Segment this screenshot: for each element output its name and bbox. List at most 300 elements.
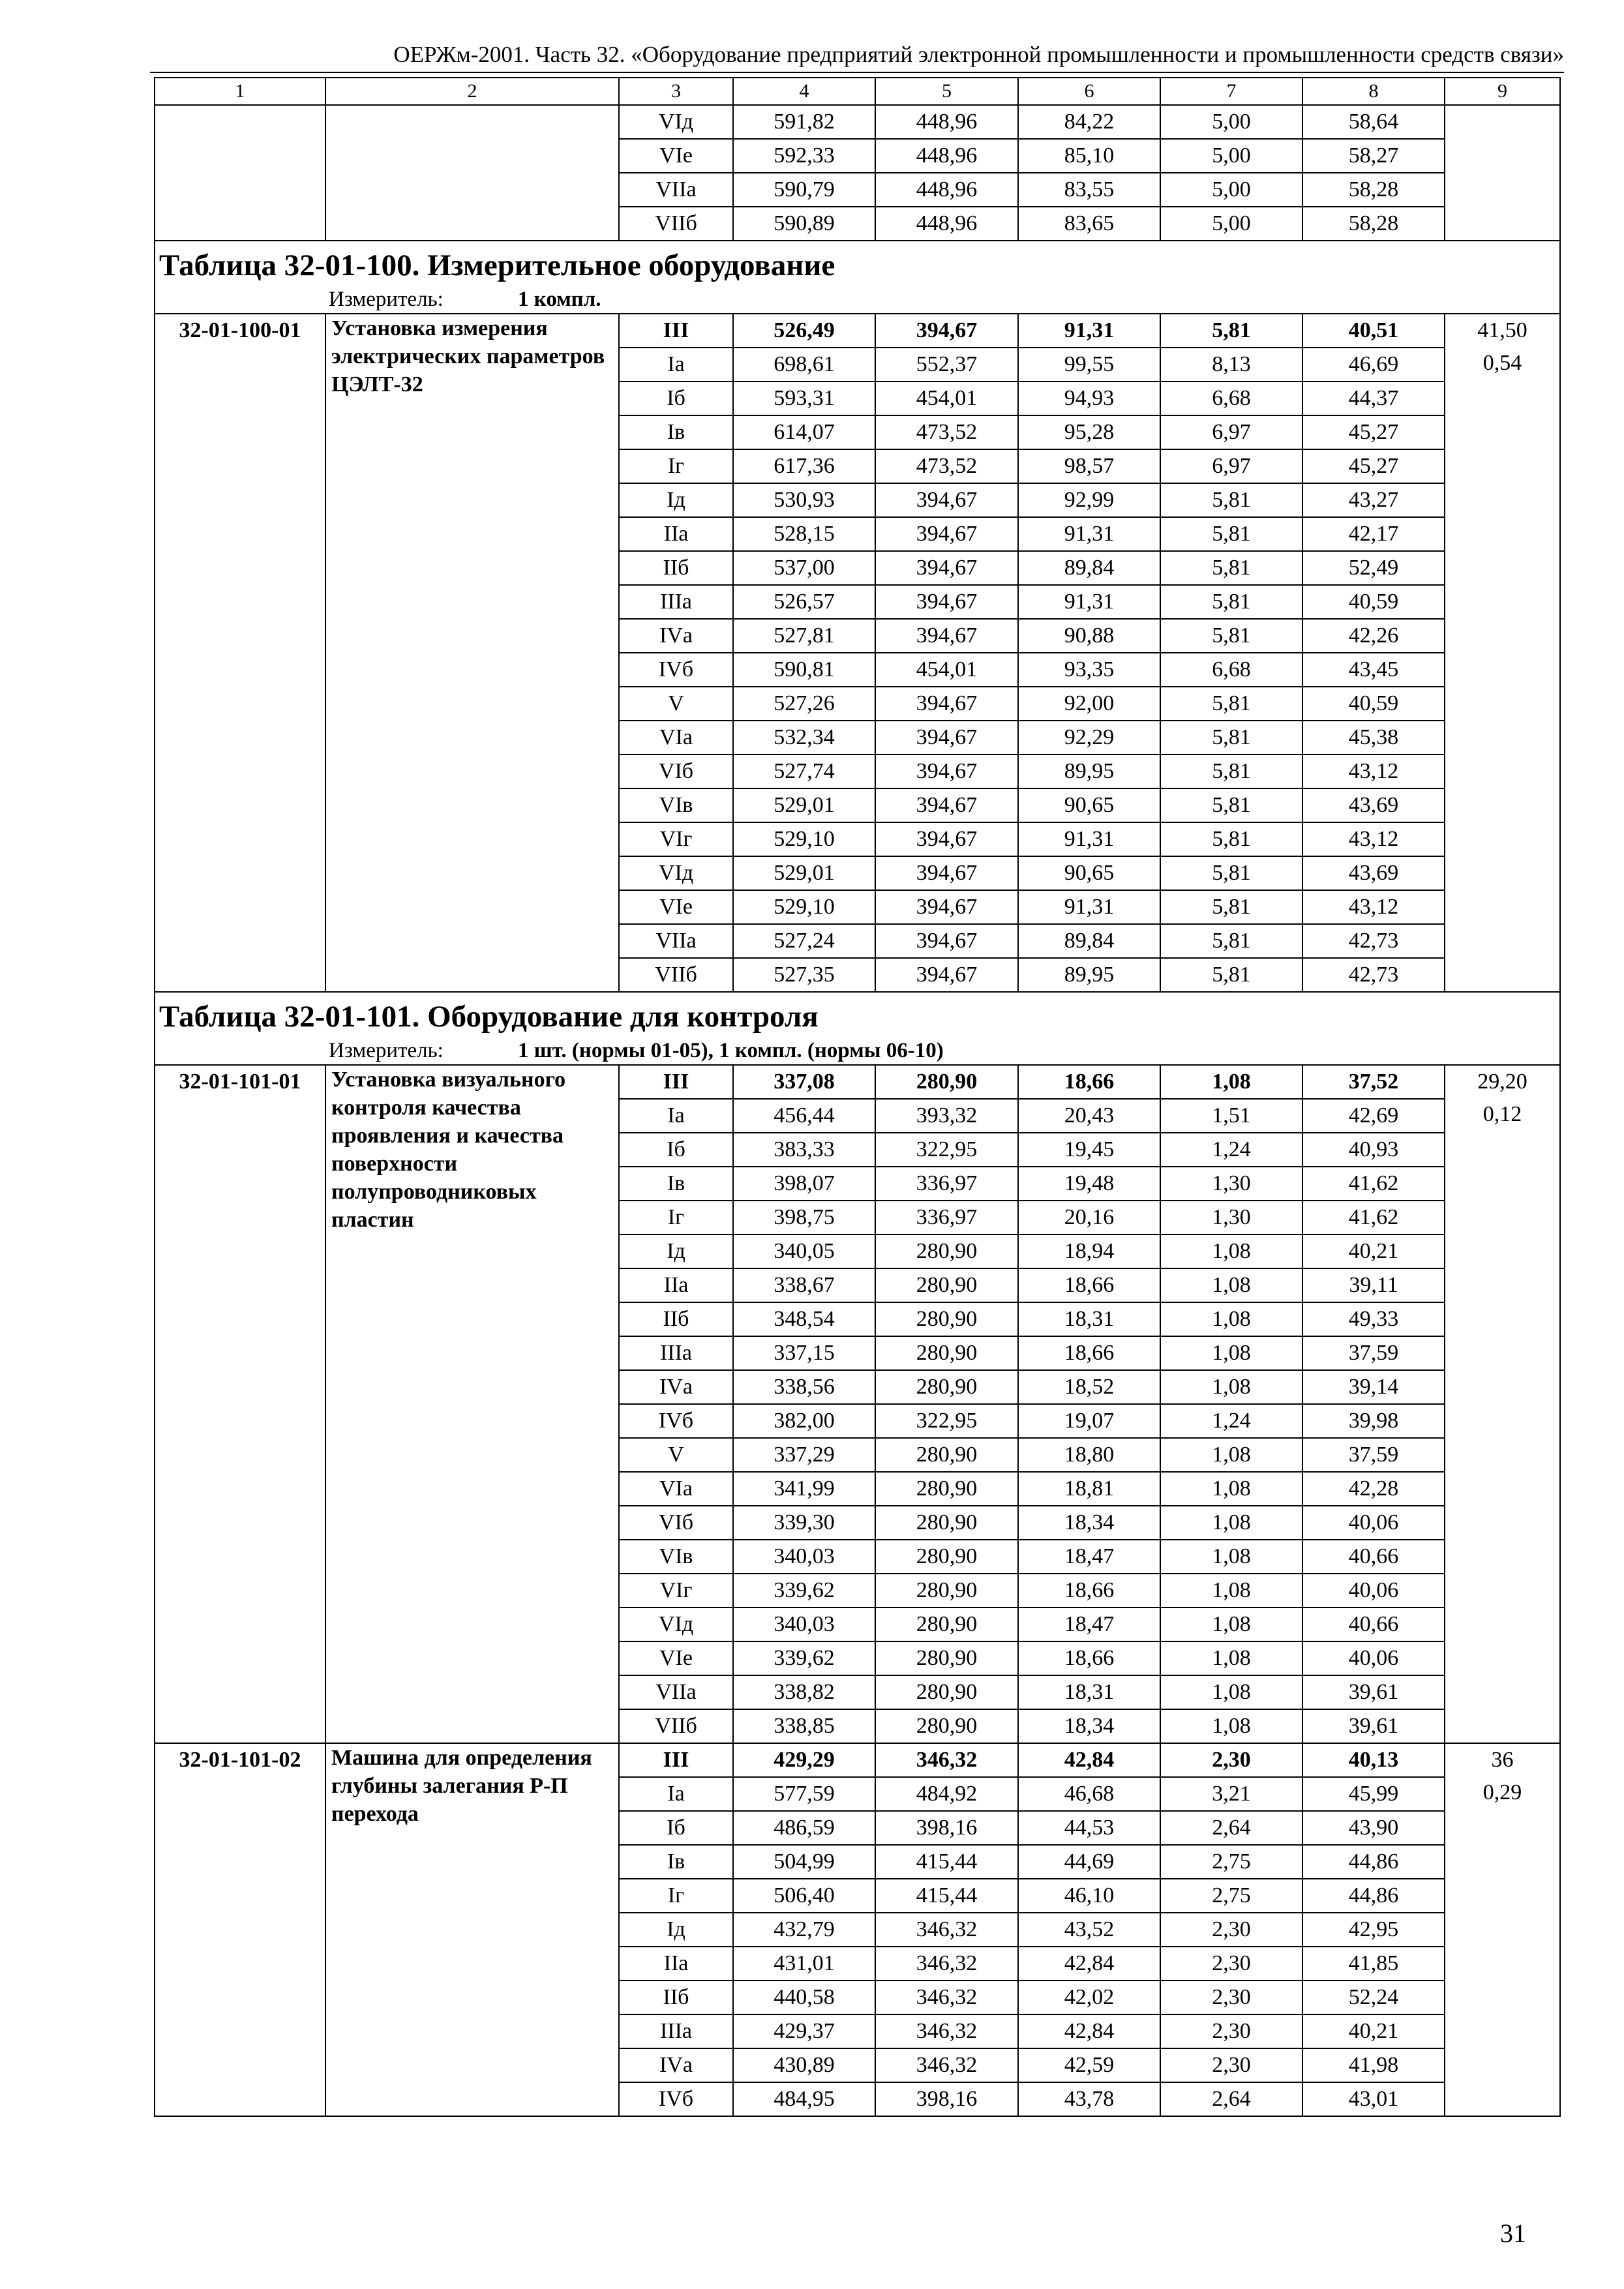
value-cell: 91,31	[1018, 822, 1160, 856]
value-cell: 42,84	[1018, 1743, 1160, 1777]
value-cell: 6,97	[1160, 449, 1302, 483]
value-cell: 346,32	[875, 1981, 1018, 2014]
value-cell: 5,00	[1160, 139, 1302, 173]
value-cell: VIIб	[619, 207, 733, 241]
value-cell: VIIа	[619, 924, 733, 958]
value-cell: 340,03	[733, 1540, 875, 1574]
value-cell: 526,57	[733, 585, 875, 619]
value-cell: IIб	[619, 551, 733, 585]
value-cell: 6,68	[1160, 653, 1302, 687]
value-cell: 43,90	[1302, 1811, 1445, 1845]
value-cell: 1,08	[1160, 1709, 1302, 1743]
column-number: 8	[1302, 78, 1445, 105]
value-cell: 394,67	[875, 924, 1018, 958]
value-cell: 590,79	[733, 173, 875, 207]
value-cell: 382,00	[733, 1404, 875, 1438]
value-cell: Iд	[619, 483, 733, 517]
value-cell: 44,69	[1018, 1845, 1160, 1879]
value-cell: 42,84	[1018, 2014, 1160, 2048]
value-cell: 90,65	[1018, 788, 1160, 822]
value-cell: 322,95	[875, 1133, 1018, 1167]
code-cell: 32-01-101-01	[155, 1065, 325, 1743]
value-cell: 280,90	[875, 1641, 1018, 1675]
col9-cell	[1445, 314, 1560, 992]
value-cell: 42,95	[1302, 1913, 1445, 1947]
value-cell: 1,08	[1160, 1336, 1302, 1370]
value-cell: 1,08	[1160, 1574, 1302, 1608]
value-cell: 415,44	[875, 1879, 1018, 1913]
value-cell: 431,01	[733, 1947, 875, 1981]
value-cell: 43,69	[1302, 788, 1445, 822]
col9-value: 0,29	[1482, 1780, 1522, 1804]
value-cell: 90,88	[1018, 619, 1160, 653]
value-cell: 40,51	[1302, 314, 1445, 348]
value-cell: 280,90	[875, 1438, 1018, 1472]
value-cell: IVб	[619, 2082, 733, 2116]
value-cell: 486,59	[733, 1811, 875, 1845]
meter-label: Измеритель:	[329, 1039, 444, 1062]
column-number: 5	[875, 78, 1018, 105]
value-cell: 1,08	[1160, 1370, 1302, 1404]
value-cell: 2,64	[1160, 1811, 1302, 1845]
value-cell: 52,24	[1302, 1981, 1445, 2014]
column-number: 7	[1160, 78, 1302, 105]
value-cell: 530,93	[733, 483, 875, 517]
value-cell: 40,66	[1302, 1608, 1445, 1641]
value-cell: 19,48	[1018, 1167, 1160, 1201]
table-row	[155, 314, 1560, 348]
value-cell: 394,67	[875, 314, 1018, 348]
value-cell: 280,90	[875, 1574, 1018, 1608]
value-cell: 591,82	[733, 105, 875, 139]
name-cell: Машина для определения глубины залегания P-П перехода	[325, 1743, 619, 2116]
value-cell: V	[619, 1438, 733, 1472]
value-cell: 42,28	[1302, 1472, 1445, 1506]
value-cell: 98,57	[1018, 449, 1160, 483]
value-cell: 2,30	[1160, 1981, 1302, 2014]
value-cell: 448,96	[875, 173, 1018, 207]
value-cell: 394,67	[875, 721, 1018, 755]
value-cell: 45,99	[1302, 1777, 1445, 1811]
value-cell: 41,98	[1302, 2048, 1445, 2082]
value-cell: 1,08	[1160, 1234, 1302, 1268]
value-cell: 91,31	[1018, 585, 1160, 619]
value-cell: Iб	[619, 1811, 733, 1845]
value-cell: 394,67	[875, 619, 1018, 653]
value-cell: 280,90	[875, 1472, 1018, 1506]
value-cell: 280,90	[875, 1675, 1018, 1709]
value-cell: 40,59	[1302, 687, 1445, 721]
value-cell: 84,22	[1018, 105, 1160, 139]
page-number: 31	[1500, 2219, 1526, 2248]
value-cell: 454,01	[875, 382, 1018, 415]
value-cell: 83,55	[1018, 173, 1160, 207]
value-cell: 1,08	[1160, 1472, 1302, 1506]
table-row	[155, 105, 1560, 139]
value-cell: 394,67	[875, 822, 1018, 856]
value-cell: VIб	[619, 755, 733, 788]
value-cell: 529,10	[733, 822, 875, 856]
value-cell: 1,51	[1160, 1099, 1302, 1133]
value-cell: 18,66	[1018, 1268, 1160, 1302]
table-row	[155, 1065, 1560, 1099]
value-cell: 346,32	[875, 2048, 1018, 2082]
value-cell: 280,90	[875, 1370, 1018, 1404]
value-cell: 339,62	[733, 1574, 875, 1608]
value-cell: 46,69	[1302, 348, 1445, 382]
value-cell: 3,21	[1160, 1777, 1302, 1811]
value-cell: Iб	[619, 382, 733, 415]
value-cell: 45,38	[1302, 721, 1445, 755]
value-cell: 280,90	[875, 1234, 1018, 1268]
value-cell: 504,99	[733, 1845, 875, 1879]
value-cell: 617,36	[733, 449, 875, 483]
value-cell: 99,55	[1018, 348, 1160, 382]
value-cell: Iа	[619, 1777, 733, 1811]
value-cell: 338,56	[733, 1370, 875, 1404]
value-cell: 92,29	[1018, 721, 1160, 755]
value-cell: 322,95	[875, 1404, 1018, 1438]
value-cell: 593,31	[733, 382, 875, 415]
meter-value: 1 компл.	[518, 288, 601, 311]
value-cell: 394,67	[875, 687, 1018, 721]
value-cell: Iд	[619, 1234, 733, 1268]
value-cell: 5,81	[1160, 721, 1302, 755]
value-cell: 5,81	[1160, 483, 1302, 517]
value-cell: 527,24	[733, 924, 875, 958]
value-cell: 43,12	[1302, 890, 1445, 924]
value-cell: 18,34	[1018, 1709, 1160, 1743]
value-cell: 506,40	[733, 1879, 875, 1913]
value-cell: 42,26	[1302, 619, 1445, 653]
value-cell: 40,13	[1302, 1743, 1445, 1777]
col9-value: 36	[1491, 1748, 1514, 1772]
value-cell: 280,90	[875, 1608, 1018, 1641]
value-cell: 40,06	[1302, 1506, 1445, 1540]
value-cell: 41,62	[1302, 1167, 1445, 1201]
value-cell: 529,01	[733, 788, 875, 822]
name-cell: Установка визуального контроля качества проявления и качества поверхности полупроводниковых пластин	[325, 1065, 619, 1743]
value-cell: 429,29	[733, 1743, 875, 1777]
value-cell: 42,17	[1302, 517, 1445, 551]
value-cell: 394,67	[875, 755, 1018, 788]
value-cell: 340,03	[733, 1608, 875, 1641]
value-cell: III	[619, 314, 733, 348]
value-cell: 280,90	[875, 1302, 1018, 1336]
value-cell: 2,64	[1160, 2082, 1302, 2116]
value-cell: 552,37	[875, 348, 1018, 382]
value-cell: 5,81	[1160, 687, 1302, 721]
value-cell: 1,08	[1160, 1302, 1302, 1336]
value-cell: VIд	[619, 105, 733, 139]
rates-table-container	[154, 77, 1559, 2117]
value-cell: 18,94	[1018, 1234, 1160, 1268]
value-cell: 398,75	[733, 1201, 875, 1234]
value-cell: 5,81	[1160, 551, 1302, 585]
value-cell: 42,73	[1302, 924, 1445, 958]
value-cell: 5,81	[1160, 924, 1302, 958]
value-cell: V	[619, 687, 733, 721]
value-cell: 337,08	[733, 1065, 875, 1099]
value-cell: 429,37	[733, 2014, 875, 2048]
value-cell: 42,73	[1302, 958, 1445, 992]
value-cell: 2,75	[1160, 1879, 1302, 1913]
value-cell: 430,89	[733, 2048, 875, 2082]
value-cell: 448,96	[875, 105, 1018, 139]
value-cell: 456,44	[733, 1099, 875, 1133]
value-cell: 43,52	[1018, 1913, 1160, 1947]
rates-table	[154, 77, 1561, 2117]
value-cell: 40,66	[1302, 1540, 1445, 1574]
value-cell: 338,82	[733, 1675, 875, 1709]
value-cell: VIб	[619, 1506, 733, 1540]
col9-cell	[1445, 1065, 1560, 1743]
col9-cell	[1445, 105, 1560, 241]
value-cell: 590,89	[733, 207, 875, 241]
column-number-row	[155, 78, 1560, 105]
value-cell: VIв	[619, 1540, 733, 1574]
value-cell: VIе	[619, 139, 733, 173]
value-cell: 532,34	[733, 721, 875, 755]
value-cell: 89,95	[1018, 755, 1160, 788]
meter-value: 1 шт. (нормы 01-05), 1 компл. (нормы 06-10)	[518, 1039, 944, 1062]
value-cell: 92,00	[1018, 687, 1160, 721]
value-cell: 454,01	[875, 653, 1018, 687]
value-cell: 398,16	[875, 1811, 1018, 1845]
value-cell: 394,67	[875, 551, 1018, 585]
value-cell: Iг	[619, 1879, 733, 1913]
value-cell: 91,31	[1018, 314, 1160, 348]
value-cell: 58,64	[1302, 105, 1445, 139]
value-cell: VIа	[619, 1472, 733, 1506]
value-cell: 5,81	[1160, 822, 1302, 856]
value-cell: VIе	[619, 890, 733, 924]
value-cell: 1,08	[1160, 1506, 1302, 1540]
value-cell: 529,10	[733, 890, 875, 924]
value-cell: IIа	[619, 517, 733, 551]
value-cell: 336,97	[875, 1167, 1018, 1201]
value-cell: 336,97	[875, 1201, 1018, 1234]
value-cell: IIб	[619, 1981, 733, 2014]
value-cell: 43,12	[1302, 822, 1445, 856]
value-cell: 346,32	[875, 1913, 1018, 1947]
value-cell: 5,81	[1160, 788, 1302, 822]
value-cell: 85,10	[1018, 139, 1160, 173]
value-cell: 44,37	[1302, 382, 1445, 415]
value-cell: Iа	[619, 1099, 733, 1133]
column-number: 6	[1018, 78, 1160, 105]
value-cell: 698,61	[733, 348, 875, 382]
value-cell: IIа	[619, 1268, 733, 1302]
value-cell: 394,67	[875, 483, 1018, 517]
value-cell: VIв	[619, 788, 733, 822]
value-cell: 394,67	[875, 890, 1018, 924]
table-title: Таблица 32-01-100. Измерительное оборудование	[159, 248, 835, 282]
value-cell: 83,65	[1018, 207, 1160, 241]
value-cell: 43,27	[1302, 483, 1445, 517]
value-cell: 339,62	[733, 1641, 875, 1675]
value-cell: VIд	[619, 1608, 733, 1641]
value-cell: IVб	[619, 653, 733, 687]
value-cell: 432,79	[733, 1913, 875, 1947]
value-cell: 58,28	[1302, 173, 1445, 207]
value-cell: 577,59	[733, 1777, 875, 1811]
value-cell: 43,12	[1302, 755, 1445, 788]
value-cell: 280,90	[875, 1336, 1018, 1370]
value-cell: 37,59	[1302, 1336, 1445, 1370]
value-cell: 340,05	[733, 1234, 875, 1268]
col9-value: 0,54	[1482, 351, 1522, 375]
value-cell: IVа	[619, 2048, 733, 2082]
value-cell: VIа	[619, 721, 733, 755]
value-cell: 46,68	[1018, 1777, 1160, 1811]
value-cell: 1,30	[1160, 1201, 1302, 1234]
value-cell: 280,90	[875, 1065, 1018, 1099]
value-cell: 526,49	[733, 314, 875, 348]
value-cell: 18,34	[1018, 1506, 1160, 1540]
value-cell: IIа	[619, 1947, 733, 1981]
value-cell: 394,67	[875, 585, 1018, 619]
value-cell: 5,81	[1160, 314, 1302, 348]
value-cell: 46,10	[1018, 1879, 1160, 1913]
value-cell: 5,00	[1160, 173, 1302, 207]
value-cell: 41,85	[1302, 1947, 1445, 1981]
value-cell: 527,35	[733, 958, 875, 992]
value-cell: IIIа	[619, 2014, 733, 2048]
value-cell: 43,69	[1302, 856, 1445, 890]
value-cell: 337,29	[733, 1438, 875, 1472]
value-cell: III	[619, 1065, 733, 1099]
value-cell: IIб	[619, 1302, 733, 1336]
value-cell: 18,52	[1018, 1370, 1160, 1404]
value-cell: 394,67	[875, 856, 1018, 890]
value-cell: 614,07	[733, 415, 875, 449]
value-cell: 415,44	[875, 1845, 1018, 1879]
value-cell: 280,90	[875, 1268, 1018, 1302]
value-cell: VIIб	[619, 958, 733, 992]
value-cell: VIIа	[619, 1675, 733, 1709]
value-cell: 18,47	[1018, 1608, 1160, 1641]
column-number: 4	[733, 78, 875, 105]
value-cell: 39,14	[1302, 1370, 1445, 1404]
column-number: 3	[619, 78, 733, 105]
value-cell: 5,81	[1160, 517, 1302, 551]
value-cell: 40,93	[1302, 1133, 1445, 1167]
name-cell: Установка измерения электрических параметров ЦЭЛТ-32	[325, 314, 619, 992]
value-cell: VIе	[619, 1641, 733, 1675]
value-cell: 20,16	[1018, 1201, 1160, 1234]
value-cell: VIг	[619, 822, 733, 856]
value-cell: 58,28	[1302, 207, 1445, 241]
value-cell: 346,32	[875, 1947, 1018, 1981]
value-cell: 41,62	[1302, 1201, 1445, 1234]
value-cell: 42,69	[1302, 1099, 1445, 1133]
value-cell: 5,81	[1160, 585, 1302, 619]
value-cell: 39,61	[1302, 1709, 1445, 1743]
value-cell: 44,86	[1302, 1879, 1445, 1913]
value-cell: 93,35	[1018, 653, 1160, 687]
value-cell: 91,31	[1018, 517, 1160, 551]
value-cell: 39,98	[1302, 1404, 1445, 1438]
value-cell: 37,52	[1302, 1065, 1445, 1099]
value-cell: 592,33	[733, 139, 875, 173]
value-cell: 40,21	[1302, 1234, 1445, 1268]
value-cell: 448,96	[875, 139, 1018, 173]
table-title-cell	[155, 992, 1560, 1065]
value-cell: 37,59	[1302, 1438, 1445, 1472]
meter-label: Измеритель:	[329, 288, 444, 311]
column-number: 9	[1445, 78, 1560, 105]
value-cell: 1,24	[1160, 1133, 1302, 1167]
value-cell: 2,30	[1160, 2048, 1302, 2082]
value-cell: IIIа	[619, 585, 733, 619]
value-cell: 338,85	[733, 1709, 875, 1743]
value-cell: 527,81	[733, 619, 875, 653]
value-cell: 44,86	[1302, 1845, 1445, 1879]
value-cell: 89,84	[1018, 551, 1160, 585]
value-cell: Iг	[619, 449, 733, 483]
value-cell: 2,30	[1160, 2014, 1302, 2048]
value-cell: 398,16	[875, 2082, 1018, 2116]
value-cell: 394,67	[875, 788, 1018, 822]
value-cell: 89,84	[1018, 924, 1160, 958]
table-row	[155, 1743, 1560, 1777]
table-title: Таблица 32-01-101. Оборудование для контроля	[159, 1000, 819, 1034]
code-cell: 32-01-100-01	[155, 314, 325, 992]
value-cell: 1,08	[1160, 1065, 1302, 1099]
value-cell: 18,66	[1018, 1065, 1160, 1099]
value-cell: 448,96	[875, 207, 1018, 241]
value-cell: 5,00	[1160, 207, 1302, 241]
col9-value: 0,12	[1482, 1102, 1522, 1126]
value-cell: 18,47	[1018, 1540, 1160, 1574]
value-cell: 393,32	[875, 1099, 1018, 1133]
value-cell: 529,01	[733, 856, 875, 890]
value-cell: 527,26	[733, 687, 875, 721]
value-cell: Iа	[619, 348, 733, 382]
value-cell: 89,95	[1018, 958, 1160, 992]
value-cell: 92,99	[1018, 483, 1160, 517]
value-cell: 590,81	[733, 653, 875, 687]
value-cell: 5,81	[1160, 856, 1302, 890]
value-cell: 8,13	[1160, 348, 1302, 382]
value-cell: 40,21	[1302, 2014, 1445, 2048]
value-cell: 95,28	[1018, 415, 1160, 449]
value-cell: 337,15	[733, 1336, 875, 1370]
value-cell: 6,68	[1160, 382, 1302, 415]
value-cell: 1,08	[1160, 1540, 1302, 1574]
value-cell: 2,30	[1160, 1947, 1302, 1981]
value-cell: 18,66	[1018, 1336, 1160, 1370]
value-cell: 484,92	[875, 1777, 1018, 1811]
value-cell: 1,24	[1160, 1404, 1302, 1438]
value-cell: VIIа	[619, 173, 733, 207]
value-cell: 6,97	[1160, 415, 1302, 449]
value-cell: Iб	[619, 1133, 733, 1167]
value-cell: 1,08	[1160, 1675, 1302, 1709]
value-cell: 45,27	[1302, 449, 1445, 483]
value-cell: IVа	[619, 619, 733, 653]
value-cell: 346,32	[875, 1743, 1018, 1777]
value-cell: 20,43	[1018, 1099, 1160, 1133]
code-cell: 32-01-101-02	[155, 1743, 325, 2116]
value-cell: Iв	[619, 415, 733, 449]
value-cell: 537,00	[733, 551, 875, 585]
value-cell: 394,67	[875, 958, 1018, 992]
value-cell: 18,81	[1018, 1472, 1160, 1506]
value-cell: VIIб	[619, 1709, 733, 1743]
value-cell: 5,81	[1160, 958, 1302, 992]
